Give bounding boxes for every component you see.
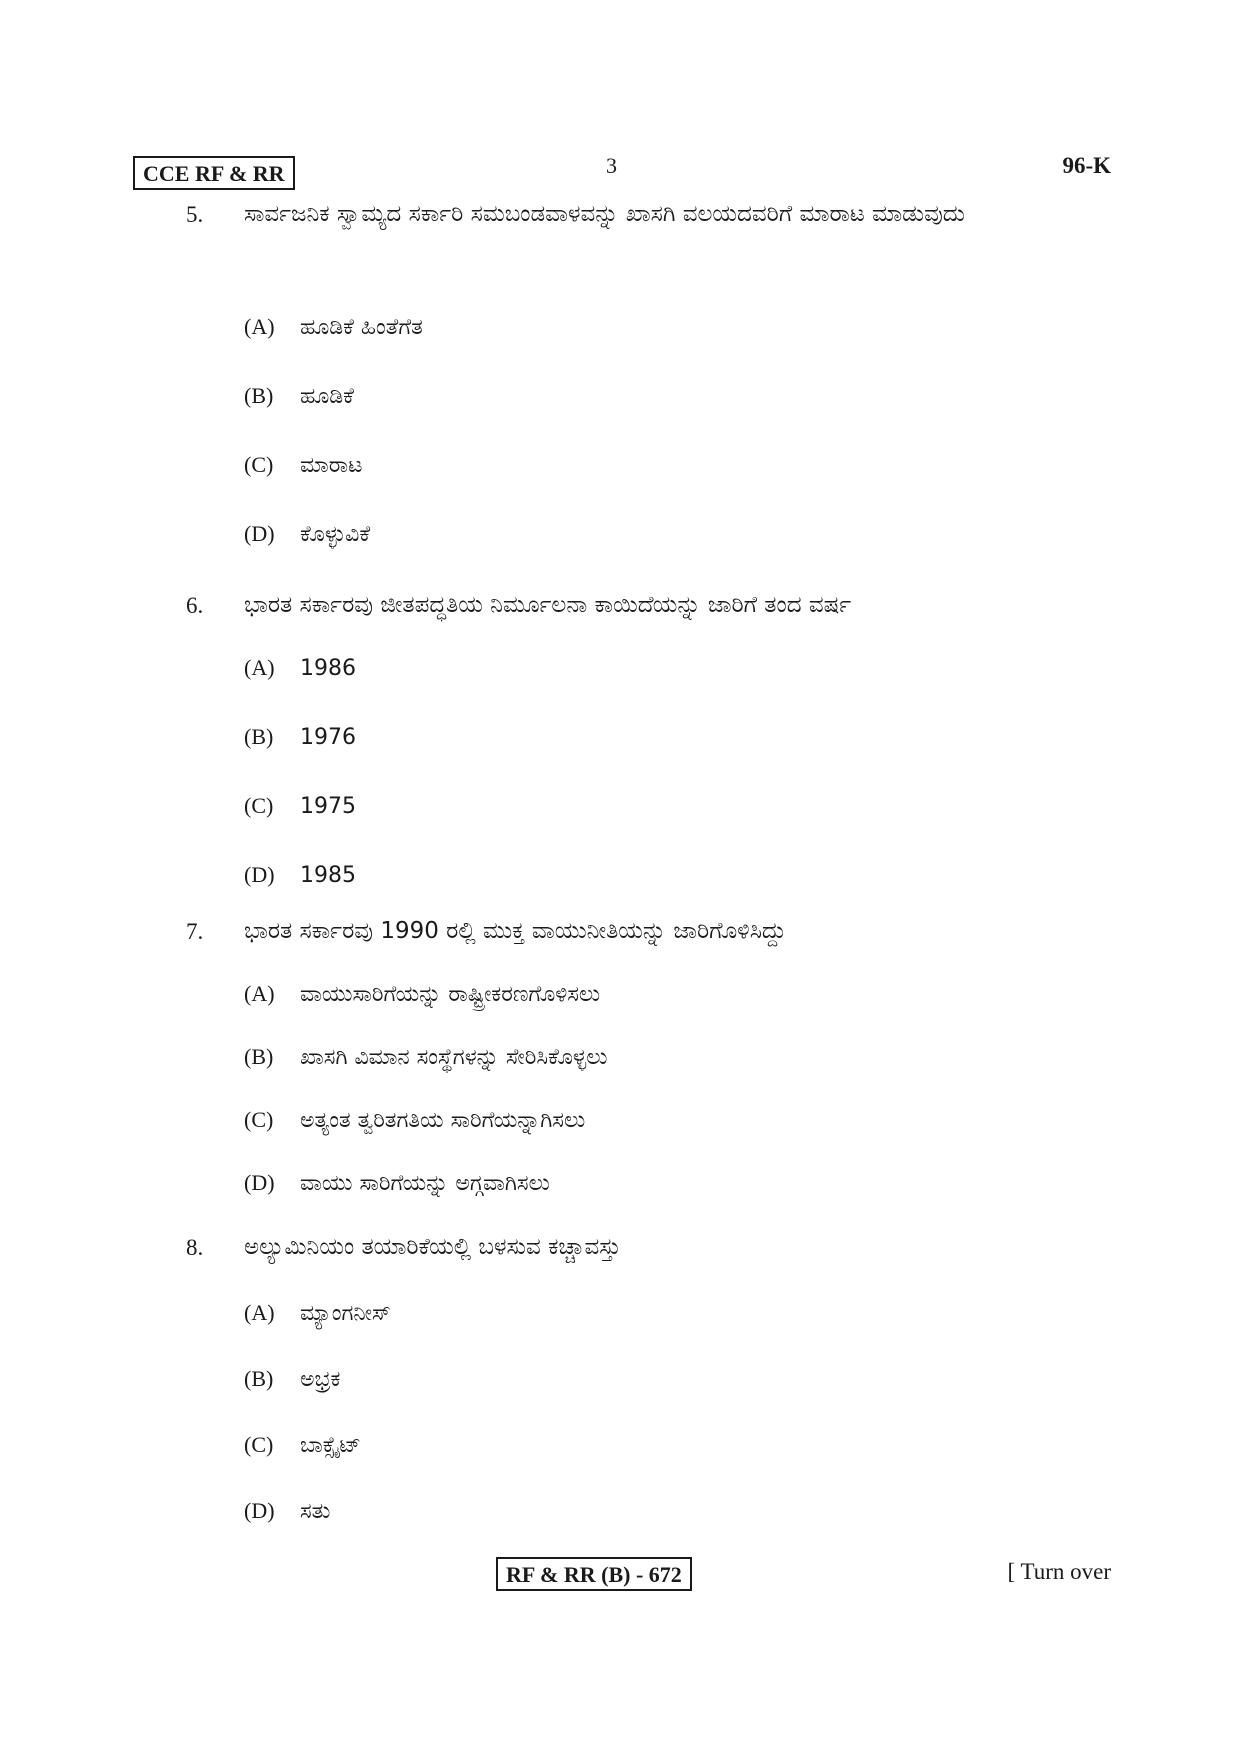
option-text: 1975 [300, 794, 356, 819]
option-letter: (D) [244, 1498, 275, 1523]
option-letter: (B) [244, 383, 274, 408]
question-8-option-d [244, 1498, 330, 1524]
question-6-text: ಭಾರತ ಸರ್ಕಾರವು ಜೀತಪದ್ಧತಿಯ ನಿರ್ಮೂಲನಾ ಕಾಯಿದೆಯನ್ನು ಜಾರಿಗೆ ತಂದ ವರ್ಷ [244, 592, 852, 618]
question-5-option-b [244, 383, 354, 409]
question-5-text: ಸಾರ್ವಜನಿಕ ಸ್ವಾಮ್ಯದ ಸರ್ಕಾರಿ ಸಮಬಂಡವಾಳವನ್ನು ಖಾಸಗಿ ವಲಯದವರಿಗೆ ಮಾರಾಟ ಮಾಡುವುದು [244, 201, 965, 227]
option-text: ಬಾಕ್ಸೈಟ್ [300, 1433, 361, 1458]
turn-over-note: [ Turn over [1007, 1559, 1111, 1584]
option-text: 1986 [300, 656, 356, 681]
option-text: ವಾಯು ಸಾರಿಗೆಯನ್ನು ಅಗ್ಗವಾಗಿಸಲು [300, 1171, 550, 1196]
option-letter: (C) [244, 452, 274, 477]
option-text: ಅತ್ಯಂತ ತ್ವರಿತಗತಿಯ ಸಾರಿಗೆಯನ್ನಾಗಿಸಲು [300, 1108, 586, 1133]
header-right-code: 96-K [1062, 153, 1111, 178]
option-text: ಮಾರಾಟ [300, 453, 363, 478]
question-8-text: ಅಲ್ಯುಮಿನಿಯಂ ತಯಾರಿಕೆಯಲ್ಲಿ ಬಳಸುವ ಕಚ್ಚಾವಸ್ತು [244, 1234, 621, 1260]
question-5-option-a [244, 314, 423, 340]
option-text: ಹೂಡಿಕೆ [300, 384, 354, 409]
option-letter: (B) [244, 724, 274, 749]
question-5-number: 5. [186, 202, 204, 227]
question-5-option-d [244, 521, 370, 547]
question-8-option-b [244, 1366, 340, 1392]
option-letter: (C) [244, 1432, 274, 1457]
question-7-text: ಭಾರತ ಸರ್ಕಾರವು 1990 ರಲ್ಲಿ ಮುಕ್ತ ವಾಯುನೀತಿಯನ್ನು ಜಾರಿಗೊಳಿಸಿದ್ದು [244, 918, 787, 944]
option-letter: (D) [244, 862, 275, 887]
option-text: ಖಾಸಗಿ ವಿಮಾನ ಸಂಸ್ಥೆಗಳನ್ನು ಸೇರಿಸಿಕೊಳ್ಳಲು [300, 1045, 608, 1070]
question-6-option-c [244, 793, 356, 819]
question-6-option-b [244, 724, 356, 750]
option-text: ಹೂಡಿಕೆ ಹಿಂತೆಗೆತ [300, 315, 423, 340]
option-text: ಮ್ಯಾಂಗನೀಸ್ [300, 1301, 391, 1326]
option-text: 1985 [300, 863, 356, 888]
option-text: ಸತು [300, 1499, 331, 1524]
question-6-option-a [244, 655, 356, 681]
question-7-option-a [244, 981, 600, 1007]
option-text: ಅಭ್ರಕ [300, 1367, 341, 1392]
question-6-number: 6. [186, 593, 204, 618]
option-text: 1976 [300, 725, 356, 750]
option-letter: (D) [244, 1170, 275, 1195]
question-7-number: 7. [186, 919, 204, 944]
question-7-option-b [244, 1044, 607, 1070]
question-8-option-c [244, 1432, 361, 1458]
option-letter: (B) [244, 1366, 274, 1391]
option-letter: (A) [244, 1300, 275, 1325]
question-5-option-c [244, 452, 362, 478]
header-left-code: CCE RF & RR [133, 156, 295, 190]
option-letter: (B) [244, 1044, 274, 1069]
option-letter: (C) [244, 793, 274, 818]
option-text: ವಾಯುಸಾರಿಗೆಯನ್ನು ರಾಷ್ಟ್ರೀಕರಣಗೊಳಿಸಲು [300, 982, 601, 1007]
question-8-number: 8. [186, 1235, 204, 1260]
question-8-option-a [244, 1300, 391, 1326]
question-7-option-c [244, 1107, 585, 1133]
option-letter: (C) [244, 1107, 274, 1132]
option-letter: (D) [244, 521, 275, 546]
page-number: 3 [606, 153, 617, 178]
option-letter: (A) [244, 981, 275, 1006]
question-7-option-d [244, 1170, 550, 1196]
footer-paper-code: RF & RR (B) - 672 [496, 1557, 692, 1591]
option-letter: (A) [244, 655, 275, 680]
option-letter: (A) [244, 314, 275, 339]
option-text: ಕೊಳ್ಳುವಿಕೆ [300, 522, 371, 547]
question-6-option-d [244, 862, 356, 888]
